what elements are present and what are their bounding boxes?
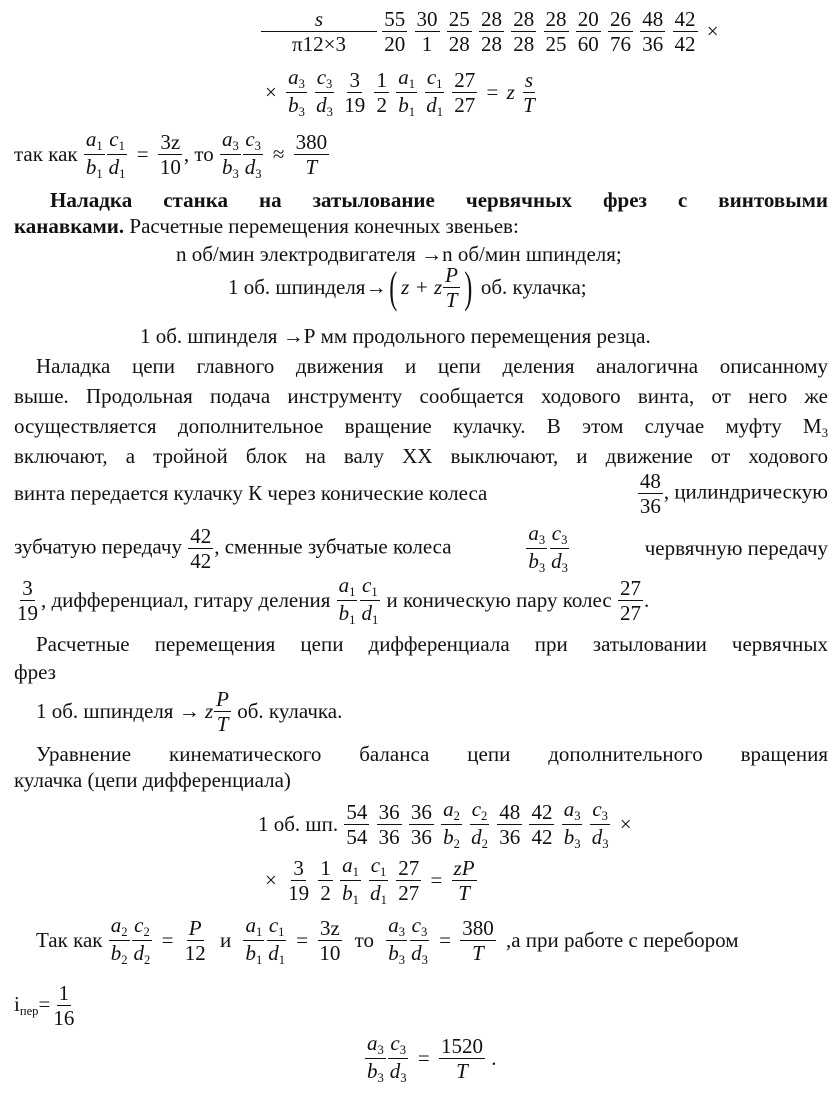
fraction: $\frac{a_1}{b_1}$ (398, 65, 415, 119)
movement-1: n об/мин электродвигателя →n об/мин шпинделя; (176, 242, 622, 266)
paragraph-2-line-2: фрез (14, 660, 56, 684)
fraction: $\frac{c_1}{d_1}$ (370, 853, 387, 907)
paragraph-1-line-1: Наладка цепи главного движения и цепи деления аналогична описанному (36, 354, 828, 378)
fraction: $\frac{P}{T}$ (445, 263, 458, 313)
fraction: $\frac{zP}{T}$ (453, 855, 475, 905)
fraction: $\frac{a_3}{b_3}$ (221, 127, 239, 181)
fraction: $\frac{c_3}{d_3}$ (591, 797, 609, 851)
fraction: $\frac{27}{27}$ (454, 67, 476, 117)
equation-1-line-2: × $\frac{a_3}{b_3}$ $\frac{c_3}{d_3}$ $\frac{3}{19}$ $\frac{1}{2}$ $\frac{a_1}{b_1}$ $\frac{c_1}{d_1}$ $\frac{27}{27}$ = z $\frac{s}{T}$ (262, 66, 538, 119)
paragraph-1-line-4: включают, а тройной блок на валу XX выключают, и движение от ходового (14, 444, 828, 468)
paragraph-1-line-6: зубчатую передачу $\frac{42}{42}$ , сменные зубчатые колеса $\frac{a_3}{b_3}$ $\frac{c_3}{d_3}$ червячную передачу (14, 521, 828, 575)
fraction: $\frac{36}{36}$ (410, 799, 432, 849)
fraction: $\frac{42}{42}$ (674, 7, 696, 57)
fraction: $\frac{1520}{T}$ (440, 1033, 483, 1083)
fraction: $\frac{20}{60}$ (577, 7, 599, 57)
fraction: $\frac{a_1}{b_1}$ (85, 127, 103, 181)
section-heading-line-1: Наладка станка на затылование червячных фрез с винтовыми (50, 188, 828, 212)
fraction: $\frac{c_3}{d_3}$ (389, 1031, 407, 1085)
fraction: $\frac{48}{36}$ (642, 7, 664, 57)
fraction: $\frac{c_3}{d_3}$ (551, 521, 568, 575)
fraction: $\frac{c_3}{d_3}$ (411, 913, 428, 967)
fraction: $\frac{P}{T}$ (216, 687, 229, 737)
equation-4: Так как $\frac{a_2}{b_2}$ $\frac{c_2}{d_2}$ = $\frac{P}{12}$ и $\frac{a_1}{b_1}$ $\frac{c_1}{d_1}$ = $\frac{3z}{10}$ то $\frac{a_3}{b_3}$ $\frac{c_3}{d_3}$ = $\frac{380}{T}$ ,а при работе с перебором (36, 913, 739, 967)
fraction: $\frac{a_1}{b_1}$ (342, 853, 359, 907)
equals-sign: = (486, 79, 499, 104)
equation-2: так как $\frac{a_1}{b_1}$ $\frac{c_1}{d_1}$ = $\frac{3z}{10}$ , то $\frac{a_3}{b_3}$ $\frac{c_3}{d_3}$ ≈ $\frac{380}{T}$ (14, 127, 328, 181)
equation-1-line-1 (262, 8, 722, 55)
fraction: $\frac{s}{\pi 12\times 3}$ (263, 8, 375, 55)
fraction: $\frac{a_3}{b_3}$ (528, 521, 546, 575)
fraction: $\frac{1}{16}$ (53, 981, 75, 1031)
fraction: $\frac{54}{54}$ (346, 799, 368, 849)
equation-5: $\frac{a_3}{b_3}$ $\frac{c_3}{d_3}$ = $\frac{1520}{T}$ . (367, 1031, 497, 1085)
fraction: $\frac{3}{19}$ (344, 67, 366, 117)
paragraph-1-line-2: выше. Продольная подача инструменту сообщается ходового винта, от него же (14, 384, 828, 408)
paragraph-3-line-2: кулачка (цепи дифференциала) (14, 768, 291, 792)
fraction: $\frac{P}{12}$ (184, 915, 206, 965)
fraction: $\frac{3z}{10}$ (319, 915, 341, 965)
paragraph-1-line-3: осуществляется дополнительное вращение кулачку. В этом случае муфту $М_3$ (14, 414, 828, 440)
section-heading-line-2: канавками. Расчетные перемещения конечных звеньев: (14, 214, 519, 238)
fraction: $\frac{a_3}{b_3}$ (388, 913, 406, 967)
fraction: $\frac{a_2}{b_2}$ (110, 913, 128, 967)
fraction: $\frac{a_1}{b_1}$ (245, 913, 263, 967)
equation-3-line-1: 1 об. шп. $\frac{54}{54}$ $\frac{36}{36}$ $\frac{36}{36}$ $\frac{a_2}{b_2}$ $\frac{c_2}{d_2}$ $\frac{48}{36}$ $\frac{42}{42}$ $\frac{a_3}{b_3}$ $\frac{c_3}{d_3}$ × (258, 797, 632, 851)
fraction: $\frac{a_3}{b_3}$ (563, 797, 581, 851)
fraction: $\frac{28}{25}$ (545, 7, 567, 57)
fraction: $\frac{a_3}{b_3}$ (288, 65, 305, 119)
movement-2: 1 об. шпинделя→( z + z $\frac{P}{T}$ ) об. кулачка; (228, 262, 587, 313)
fraction: $\frac{s}{T}$ (523, 67, 535, 117)
fraction: $\frac{3}{19}$ (17, 575, 38, 625)
fraction: $\frac{48}{36}$ (639, 469, 661, 519)
fraction: $\frac{c_1}{d_1}$ (426, 65, 444, 119)
fraction: $\frac{c_3}{d_3}$ (316, 65, 333, 119)
fraction: $\frac{3}{19}$ (288, 855, 310, 905)
fraction: $\frac{25}{28}$ (448, 7, 470, 57)
paragraph-1-line-5: винта передается кулачку К через конические колеса $\frac{48}{36}$ , цилиндрическую (14, 469, 828, 519)
fraction: $\frac{48}{36}$ (499, 799, 521, 849)
fraction: $\frac{42}{42}$ (531, 799, 553, 849)
movement-3: 1 об. шпинделя →Р мм продольного перемещения резца. (140, 324, 651, 348)
fraction: $\frac{c_1}{d_1}$ (361, 573, 379, 627)
fraction: $\frac{27}{27}$ (398, 855, 420, 905)
fraction: $\frac{42}{42}$ (190, 523, 212, 573)
fraction: $\frac{1}{2}$ (320, 855, 331, 905)
fraction: $\frac{c_1}{d_1}$ (268, 913, 286, 967)
fraction: $\frac{28}{28}$ (513, 7, 535, 57)
times-sign: × (265, 79, 277, 104)
equation-3-line-2: × $\frac{3}{19}$ $\frac{1}{2}$ $\frac{a_1}{b_1}$ $\frac{c_1}{d_1}$ $\frac{27}{27}$ = $\frac{zP}{T}$ (265, 853, 475, 907)
paragraph-2-movement: 1 об. шпинделя → z $\frac{P}{T}$ об. кулачка. (36, 687, 343, 737)
fraction: $\frac{1}{2}$ (376, 67, 387, 117)
fraction: $\frac{a_2}{b_2}$ (443, 797, 460, 851)
fraction: $\frac{55}{20}$ (384, 7, 406, 57)
paragraph-3-line-1: Уравнение кинематического баланса цепи дополнительного вращения (36, 742, 828, 766)
fraction: $\frac{380}{T}$ (295, 129, 328, 179)
times-sign: × (706, 19, 719, 44)
fraction: $\frac{28}{28}$ (481, 7, 502, 57)
fraction: $\frac{a_3}{b_3}$ (367, 1031, 384, 1085)
paragraph-2-line-1: Расчетные перемещения цепи дифференциала при затыловании червячных (36, 632, 828, 656)
fraction: $\frac{30}{1}$ (416, 7, 438, 57)
fraction: $\frac{c_1}{d_1}$ (108, 127, 126, 181)
fraction: $\frac{c_2}{d_2}$ (133, 913, 151, 967)
fraction: $\frac{3z}{10}$ (159, 129, 181, 179)
fraction: $\frac{c_3}{d_3}$ (244, 127, 262, 181)
gear-ratio-i-per: $i_{пер}=$ $\frac{1}{16}$ (14, 981, 75, 1031)
fraction: $\frac{27}{27}$ (619, 575, 641, 625)
fraction: $\frac{a_1}{b_1}$ (338, 573, 356, 627)
paragraph-1-line-7: $\frac{3}{19}$ , дифференциал, гитару деления $\frac{a_1}{b_1}$ $\frac{c_1}{d_1}$ и коническую пару колес $\frac{27}{27}$ . (17, 573, 650, 627)
fraction: $\frac{26}{76}$ (610, 7, 631, 57)
fraction: $\frac{380}{T}$ (462, 915, 494, 965)
fraction: $\frac{c_2}{d_2}$ (471, 797, 488, 851)
fraction: $\frac{36}{36}$ (378, 799, 400, 849)
